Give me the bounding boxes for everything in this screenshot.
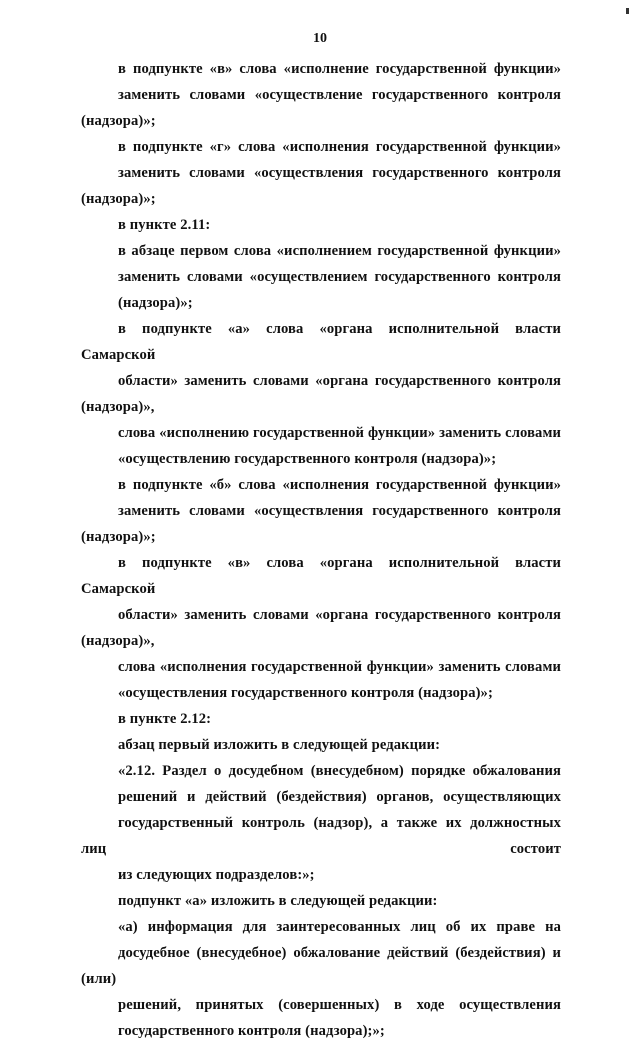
text-line: абзац первый изложить в следующей редакции: [118, 737, 441, 753]
text-line: государственный контроль (надзор), а также их должностных лиц состоит [81, 815, 561, 857]
text-line: (надзора)»; [118, 295, 193, 311]
text-line: решений, принятых (совершенных) в ходе осуществления [118, 997, 561, 1013]
paragraph [81, 472, 561, 550]
text-line: области» заменить словами «органа государственного контроля (надзора)», [81, 373, 561, 415]
document-body [81, 56, 561, 1044]
paragraph [81, 732, 561, 758]
paragraph [81, 706, 561, 732]
paragraph [81, 758, 561, 888]
text-line: в пункте 2.12: [118, 711, 212, 727]
text-line: решений и действий (бездействия) органов, осуществляющих [118, 789, 561, 805]
text-line: слова «исполнению государственной функции» заменить словами [118, 425, 561, 441]
paragraph [81, 212, 561, 238]
text-line: в подпункте «г» слова «исполнения государственной функции» [118, 139, 561, 155]
paragraph [81, 56, 561, 134]
text-line: досудебное (внесудебное) обжалование действий (бездействия) и (или) [81, 945, 561, 987]
text-line: «осуществлению государственного контроля (надзора)»; [118, 451, 497, 467]
paragraph [81, 914, 561, 1044]
text-line: в абзаце первом слова «исполнением государственной функции» [118, 243, 561, 259]
text-line: в подпункте «а» слова «органа исполнительной власти Самарской [81, 321, 561, 363]
text-line: государственного контроля (надзора);»; [118, 1023, 385, 1039]
scan-mark [626, 8, 629, 14]
text-line: в подпункте «в» слова «исполнение государственной функции» [118, 61, 561, 77]
text-line: заменить словами «осуществлением государственного контроля [118, 269, 561, 285]
text-line: подпункт «а» изложить в следующей редакции: [118, 893, 438, 909]
text-line: области» заменить словами «органа государственного контроля (надзора)», [81, 607, 561, 649]
paragraph [81, 888, 561, 914]
paragraph [81, 134, 561, 212]
text-line: «2.12. Раздел о досудебном (внесудебном) порядке обжалования [118, 763, 561, 779]
paragraph [81, 316, 561, 472]
text-line: из следующих подразделов:»; [118, 867, 315, 883]
text-line: заменить словами «осуществление государственного контроля (надзора)»; [81, 87, 561, 129]
text-line: слова «исполнения государственной функции» заменить словами [118, 659, 561, 675]
paragraph [81, 238, 561, 316]
text-line: заменить словами «осуществления государственного контроля (надзора)»; [81, 503, 561, 545]
page-number: 10 [313, 31, 327, 46]
text-line: в подпункте «в» слова «органа исполнительной власти Самарской [81, 555, 561, 597]
text-line: заменить словами «осуществления государственного контроля (надзора)»; [81, 165, 561, 207]
text-line: «осуществления государственного контроля (надзора)»; [118, 685, 493, 701]
text-line: в подпункте «б» слова «исполнения государственной функции» [118, 477, 561, 493]
text-line: в пункте 2.11: [118, 217, 211, 233]
text-line: «а) информация для заинтересованных лиц об их праве на [118, 919, 561, 935]
paragraph [81, 550, 561, 706]
